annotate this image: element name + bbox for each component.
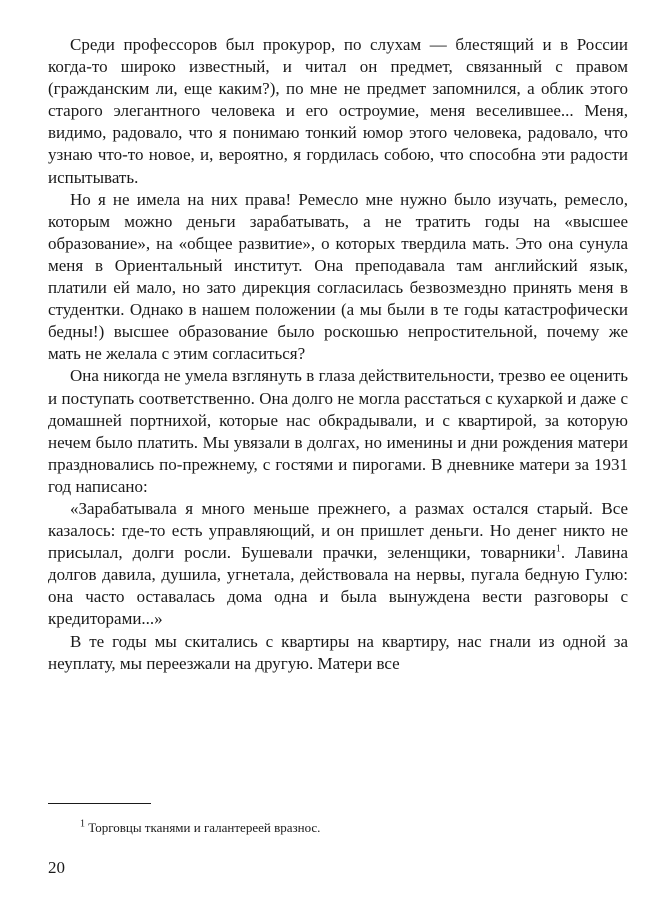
paragraph-moving: В те годы мы скитались с квартиры на квартиру, нас гнали из одной за неуплату, мы переезжали на другую. Матери все — [48, 631, 628, 673]
paragraph-no-right: Но я не имела на них права! Ремесло мне нужно было изучать, ремесло, которым можно деньги зарабатывать, а не тратить годы на «высшее образование», на «общее развитие», о которых твердила мать. Это она сунула меня в Ориентальный институт. Она преподавала там английский язык, платили ей мало, но зато дирекция согласилась безвозмездно принять меня в студентки. Однако в нашем положении (а мы были в те годы катастрофически бедны!) высшее образование было роскошью непростительной, почему же мать не желала с этим согласиться? — [48, 189, 628, 364]
footnote-text: Торговцы тканями и галантереей вразнос. — [88, 820, 321, 835]
footnote-divider — [48, 803, 151, 804]
page-number: 20 — [48, 858, 65, 877]
footnote-mark: 1 — [80, 818, 85, 830]
quote-text-end: . Лавина долгов давила, душила, угнетала, действовала на нервы, пугала бедную Гулю: она часто оставалась дома одна и была вынуждена вести разговоры с кредиторами...» — [48, 543, 629, 629]
page-body — [48, 34, 628, 675]
footnote — [48, 820, 628, 836]
paragraph-reality: Она никогда не умела взглянуть в глаза действительности, трезво ее оценить и поступать соответственно. Она долго не могла расстаться с кухаркой и даже с домашней портнихой, которые нас обкрадывали, и с квартирой, за которую нечем было платить. Мы увязали в долгах, но именины и дни рождения матери праздновались по-прежнему, с гостями и пирогами. В дневнике матери за 1931 год написано: — [48, 366, 628, 496]
diary-quote — [48, 498, 628, 631]
footnote-reference: 1 — [555, 543, 561, 555]
quote-text-start: «Зарабатывала я много меньше прежнего, а размах остался старый. Все казалось: где-то есть управляющий, и он пришлет деньги. Но денег никто не присылал, долги росли. Бушевали прачки, зеленщики, товарники — [48, 498, 628, 563]
paragraph-professors: Среди профессоров был прокурор, по слухам — блестящий и в России когда-то широко известный, и читал он предмет, связанный с правом (гражданским ли, еще каким?), по мне не предмет запомнился, а облик этого старого элегантного человека и его остроумие, меня веселившее... Меня, видимо, радовало, что я понимаю тонкий юмор этого человека, радовало, что узнаю что-то новое, и, вероятно, я гордилась собою, что способна эти радости испытывать. — [48, 35, 628, 187]
